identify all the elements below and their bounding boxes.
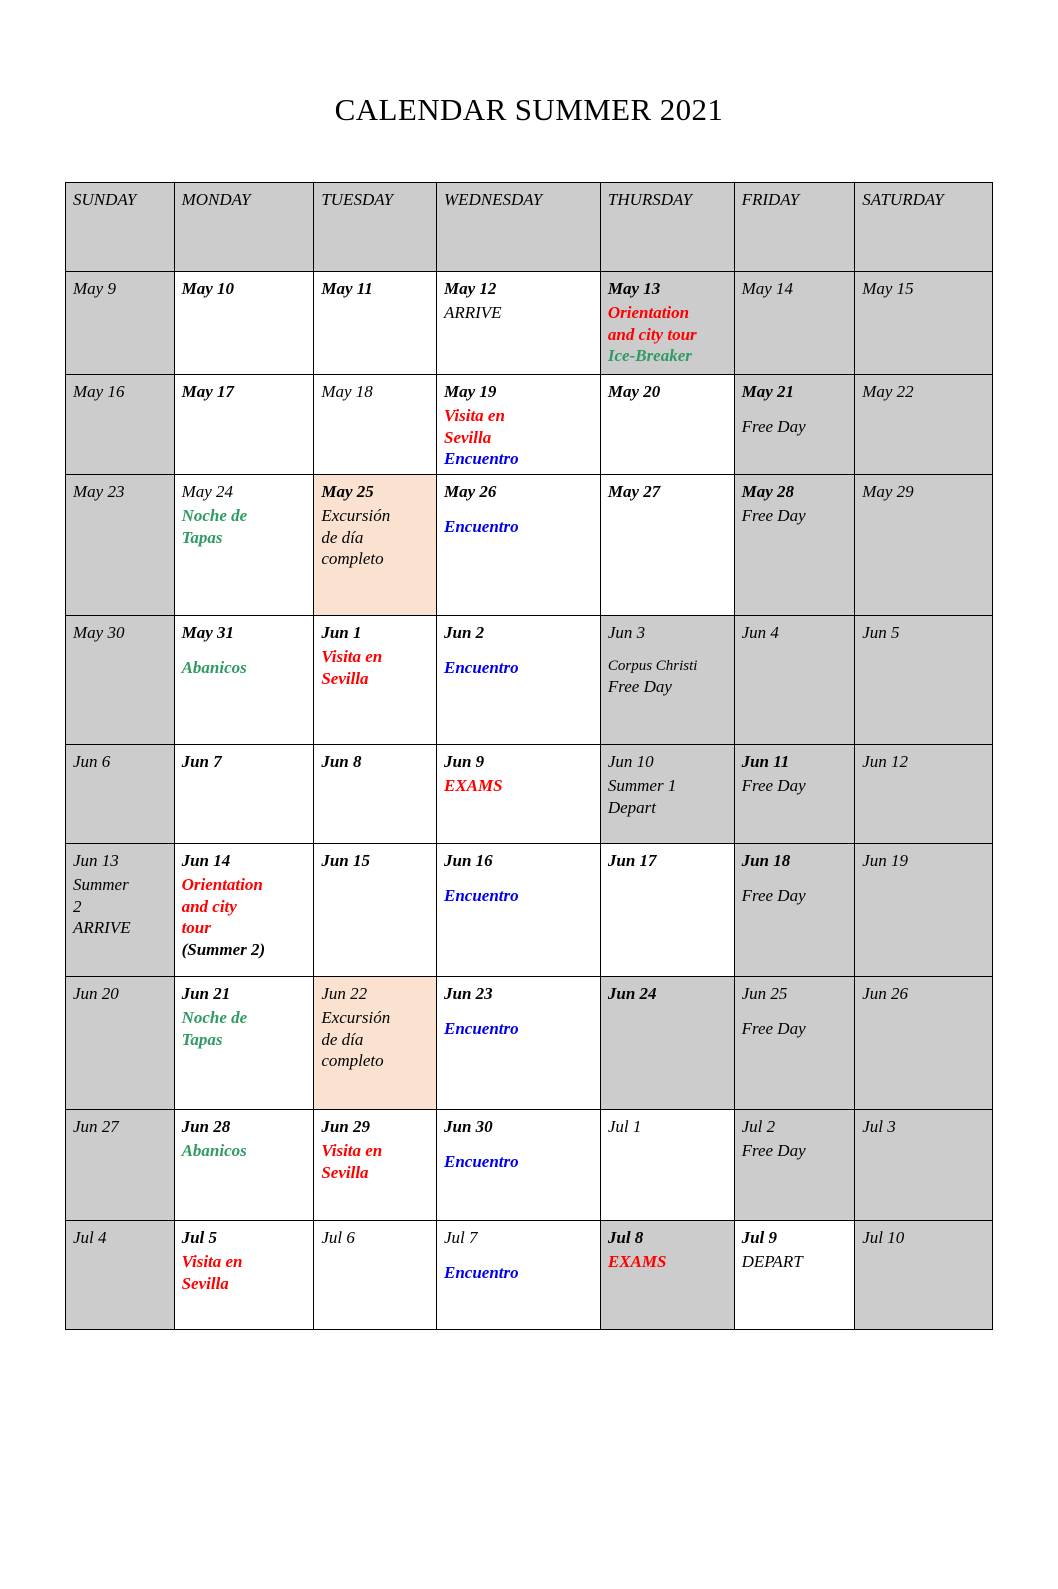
day-event-text: Summer [73, 874, 129, 894]
day-number: Jul 3 [862, 1117, 896, 1136]
day-event-text: Sevilla [321, 668, 369, 688]
day-number: May 19 [443, 382, 497, 401]
day-number: Jun 24 [607, 984, 657, 1003]
calendar-day-cell [436, 977, 600, 1110]
day-number: May 22 [862, 382, 914, 401]
column-header-monday: MONDAY [174, 183, 314, 272]
day-number: Jul 6 [321, 1228, 355, 1247]
day-event-text: Excursión [321, 1007, 391, 1027]
day-event-text: Depart [607, 797, 657, 817]
calendar-day-cell [734, 616, 855, 745]
calendar-day-cell [855, 475, 993, 616]
calendar-day-cell [174, 977, 314, 1110]
calendar-day-cell [734, 475, 855, 616]
day-number: Jun 22 [321, 984, 368, 1003]
calendar-day-cell [174, 1221, 314, 1330]
day-number: Jun 7 [181, 752, 222, 771]
day-event-text: Abanicos [181, 1140, 247, 1160]
day-event-text: Free Day [741, 1140, 806, 1160]
calendar-day-cell [314, 1221, 437, 1330]
day-number: Jun 5 [862, 623, 900, 642]
calendar-day-cell [66, 616, 175, 745]
calendar-day-cell [600, 745, 734, 844]
day-event-text: Encuentro [443, 1018, 519, 1038]
calendar-week-row [66, 1221, 993, 1330]
day-event-text: de día [321, 527, 364, 547]
day-number: Jul 1 [607, 1117, 642, 1136]
spacer [742, 1007, 848, 1018]
day-number: Jul 7 [443, 1228, 478, 1247]
calendar-day-cell [436, 745, 600, 844]
calendar-day-cell [174, 1110, 314, 1221]
spacer [444, 1007, 593, 1018]
day-number: May 9 [73, 279, 116, 298]
calendar-day-cell [436, 475, 600, 616]
calendar-day-cell [436, 844, 600, 977]
calendar-day-cell [314, 1110, 437, 1221]
day-number: Jun 26 [862, 984, 909, 1003]
document-page [0, 92, 1058, 1589]
day-event-text: Orientation [607, 302, 690, 322]
calendar-day-cell [66, 745, 175, 844]
calendar-day-cell [600, 475, 734, 616]
day-number: Jun 25 [741, 984, 788, 1003]
day-event-text: completo [321, 1051, 384, 1071]
day-event-text: and city tour [607, 324, 697, 344]
day-number: May 18 [321, 382, 373, 401]
day-number: Jun 12 [862, 752, 909, 771]
day-number: Jun 20 [73, 984, 119, 1003]
day-event-text: DEPART [741, 1251, 803, 1271]
column-header-thursday: THURSDAY [600, 183, 734, 272]
day-number: Jun 17 [607, 851, 657, 870]
day-number: Jun 27 [73, 1117, 119, 1136]
calendar-day-cell [734, 375, 855, 475]
page-title: CALENDAR SUMMER 2021 [334, 92, 724, 127]
day-event-text: Encuentro [443, 449, 519, 469]
calendar-day-cell [600, 1110, 734, 1221]
calendar-day-cell [734, 745, 855, 844]
day-event-text: Sevilla [181, 1273, 229, 1293]
day-number: Jun 28 [181, 1117, 231, 1136]
day-number: Jul 2 [741, 1117, 776, 1136]
day-event-text: Visita en [443, 405, 505, 425]
day-number: Jun 16 [443, 851, 493, 870]
day-event-text: Sevilla [321, 1162, 369, 1182]
day-event-text: de día [321, 1029, 364, 1049]
day-number: Jul 4 [73, 1228, 107, 1247]
day-number: May 31 [181, 623, 234, 642]
day-event-text: Ice-Breaker [607, 346, 692, 366]
column-header-wednesday: WEDNESDAY [436, 183, 600, 272]
day-event-text: Corpus Christi [607, 657, 698, 674]
calendar-week-row [66, 272, 993, 375]
day-number: May 21 [741, 382, 794, 401]
calendar-day-cell [66, 272, 175, 375]
calendar-week-row [66, 375, 993, 475]
day-number: Jun 21 [181, 984, 231, 1003]
day-number: May 29 [862, 482, 914, 501]
day-event-text: Free Day [741, 775, 806, 795]
day-number: Jun 29 [321, 1117, 370, 1136]
spacer [608, 646, 727, 657]
day-event-text: ARRIVE [443, 302, 502, 322]
day-number: May 17 [181, 382, 234, 401]
calendar-day-cell [314, 745, 437, 844]
day-event-text: Free Day [741, 416, 806, 436]
day-number: Jun 13 [73, 851, 119, 870]
day-event-text: tour [181, 918, 211, 938]
day-number: May 11 [321, 279, 373, 298]
calendar-day-cell [600, 375, 734, 475]
calendar-day-cell [174, 272, 314, 375]
calendar-week-row [66, 977, 993, 1110]
calendar-day-cell [174, 844, 314, 977]
day-event-text: completo [321, 549, 384, 569]
day-number: Jul 10 [862, 1228, 905, 1247]
calendar-day-cell [600, 616, 734, 745]
calendar-header-row [66, 183, 993, 272]
calendar-day-cell [855, 375, 993, 475]
calendar-day-cell [855, 977, 993, 1110]
calendar-day-cell [600, 844, 734, 977]
day-number: May 20 [607, 382, 661, 401]
calendar-body [66, 272, 993, 1330]
day-event-text: Tapas [181, 1029, 223, 1049]
calendar-day-cell [734, 272, 855, 375]
calendar-week-row [66, 844, 993, 977]
calendar-day-cell [436, 375, 600, 475]
calendar-day-cell [66, 1110, 175, 1221]
day-number: May 27 [607, 482, 661, 501]
day-number: Jun 19 [862, 851, 909, 870]
day-number: May 13 [607, 279, 661, 298]
calendar-day-cell [855, 1110, 993, 1221]
calendar-day-cell [855, 1221, 993, 1330]
column-header-tuesday: TUESDAY [314, 183, 437, 272]
day-number: Jun 18 [741, 851, 791, 870]
day-number: May 12 [443, 279, 497, 298]
calendar-day-cell [855, 272, 993, 375]
spacer [444, 646, 593, 657]
day-event-text: Free Day [741, 885, 806, 905]
day-number: Jun 9 [443, 752, 485, 771]
day-number: May 16 [73, 382, 125, 401]
calendar-day-cell [436, 616, 600, 745]
day-event-text: Free Day [741, 505, 806, 525]
day-event-text: Summer 1 [607, 775, 677, 795]
day-event-text: Abanicos [181, 657, 247, 677]
calendar-day-cell [174, 375, 314, 475]
day-number: Jun 3 [607, 623, 646, 642]
calendar-day-cell [314, 844, 437, 977]
day-event-text: EXAMS [443, 775, 503, 795]
calendar-day-cell [174, 616, 314, 745]
spacer [742, 405, 848, 416]
day-event-text: and city [181, 896, 237, 916]
day-event-text: ARRIVE [73, 918, 131, 938]
day-number: Jul 5 [181, 1228, 218, 1247]
column-header-saturday: SATURDAY [855, 183, 993, 272]
day-event-text: Tapas [181, 527, 223, 547]
day-number: Jun 4 [741, 623, 779, 642]
day-event-text: (Summer 2) [181, 940, 266, 959]
calendar-day-cell [66, 844, 175, 977]
spacer [444, 1251, 593, 1262]
calendar-day-cell [600, 1221, 734, 1330]
day-number: Jun 1 [321, 623, 362, 642]
column-header-friday: FRIDAY [734, 183, 855, 272]
day-number: May 25 [321, 482, 374, 501]
day-event-text: Free Day [741, 1018, 806, 1038]
day-event-text: Encuentro [443, 657, 519, 677]
day-number: Jun 6 [73, 752, 111, 771]
calendar-day-cell [314, 977, 437, 1110]
calendar-day-cell [855, 616, 993, 745]
calendar-day-cell [66, 1221, 175, 1330]
calendar-day-cell [66, 475, 175, 616]
day-number: May 26 [443, 482, 497, 501]
day-event-text: Free Day [607, 676, 672, 696]
calendar-day-cell [314, 375, 437, 475]
day-event-text: Sevilla [443, 427, 492, 447]
calendar-day-cell [436, 272, 600, 375]
calendar-day-cell [174, 745, 314, 844]
day-number: Jul 9 [741, 1228, 778, 1247]
day-number: May 23 [73, 482, 125, 501]
spacer [444, 1140, 593, 1151]
day-number: Jun 11 [741, 752, 790, 771]
day-number: May 30 [73, 623, 125, 642]
day-number: May 15 [862, 279, 914, 298]
calendar-day-cell [855, 844, 993, 977]
day-number: Jun 10 [607, 752, 654, 771]
day-number: May 24 [181, 482, 234, 501]
day-event-text: Noche de [181, 505, 248, 525]
day-number: Jun 15 [321, 851, 370, 870]
day-number: May 10 [181, 279, 234, 298]
day-event-text: EXAMS [607, 1251, 667, 1271]
day-number: May 28 [741, 482, 794, 501]
calendar-day-cell [734, 1221, 855, 1330]
day-number: May 14 [741, 279, 794, 298]
day-number: Jun 30 [443, 1117, 493, 1136]
spacer [182, 646, 307, 657]
calendar-day-cell [600, 272, 734, 375]
calendar-table [65, 182, 993, 1330]
calendar-week-row [66, 745, 993, 844]
column-header-sunday: SUNDAY [66, 183, 175, 272]
day-number: Jun 14 [181, 851, 231, 870]
calendar-day-cell [314, 475, 437, 616]
calendar-day-cell [600, 977, 734, 1110]
calendar-day-cell [314, 616, 437, 745]
day-event-text: Orientation [181, 874, 263, 894]
calendar-day-cell [734, 1110, 855, 1221]
day-number: Jun 8 [321, 752, 362, 771]
calendar-day-cell [314, 272, 437, 375]
calendar-day-cell [66, 375, 175, 475]
calendar-day-cell [174, 475, 314, 616]
day-number: Jul 8 [607, 1228, 644, 1247]
calendar-day-cell [855, 745, 993, 844]
day-event-text: Encuentro [443, 1262, 519, 1282]
spacer [742, 874, 848, 885]
calendar-week-row [66, 475, 993, 616]
spacer [444, 505, 593, 516]
day-event-text: Visita en [321, 646, 383, 666]
day-event-text: Visita en [321, 1140, 383, 1160]
calendar-week-row [66, 1110, 993, 1221]
day-number: Jun 2 [443, 623, 485, 642]
spacer [444, 874, 593, 885]
calendar-week-row [66, 616, 993, 745]
calendar-day-cell [734, 977, 855, 1110]
day-event-text: Encuentro [443, 516, 519, 536]
day-event-text: Encuentro [443, 1151, 519, 1171]
day-event-text: Noche de [181, 1007, 248, 1027]
calendar-day-cell [436, 1110, 600, 1221]
calendar-day-cell [436, 1221, 600, 1330]
calendar-day-cell [66, 977, 175, 1110]
day-number: Jun 23 [443, 984, 493, 1003]
calendar-day-cell [734, 844, 855, 977]
day-event-text: Encuentro [443, 885, 519, 905]
day-event-text: 2 [73, 896, 82, 916]
day-event-text: Excursión [321, 505, 391, 525]
day-event-text: Visita en [181, 1251, 243, 1271]
